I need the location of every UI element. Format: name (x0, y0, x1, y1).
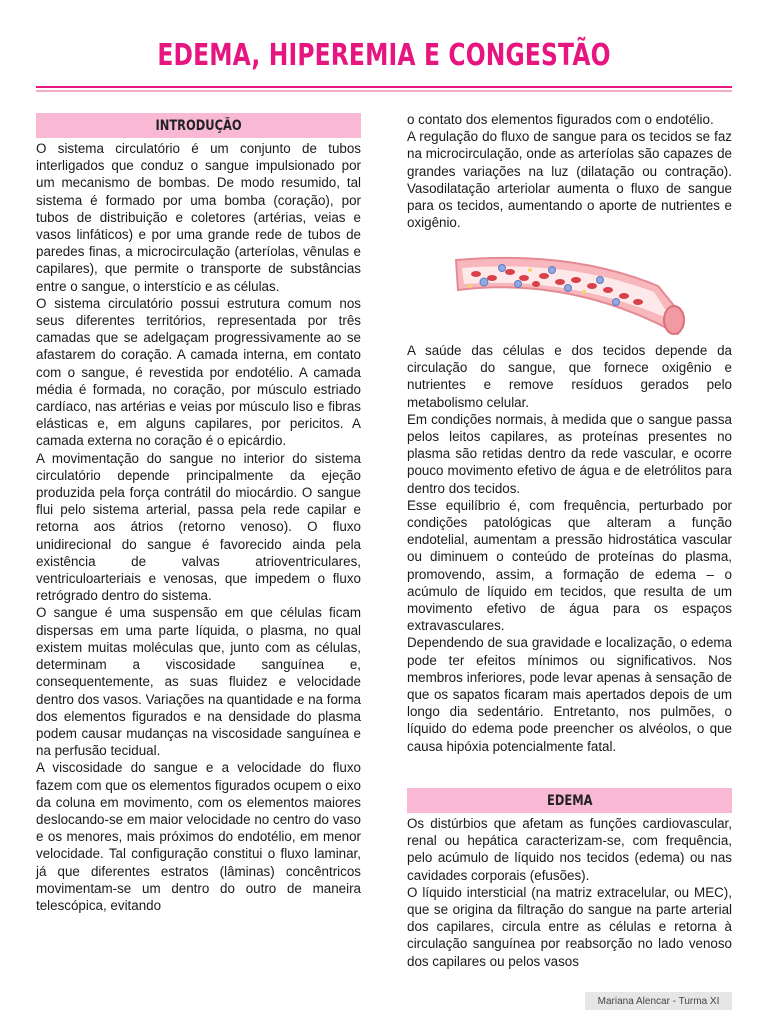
paragraph: O líquido intersticial (na matriz extracelular, ou MEC), que se origina da filtração do sangue na parte arterial dos capilares, circula entre as células e retorna à circulação sanguínea por reabsorção no lado venoso dos capilares ou pelos vasos (407, 884, 732, 969)
paragraph: Os distúrbios que afetam as funções cardiovascular, renal ou hepática caracterizam-se, com frequência, pelo acúmulo de líquido nos tecidos (edema) ou nas cavidades corporais (efusões). (407, 816, 732, 883)
right-column-top (407, 111, 732, 231)
paragraph: A saúde das células e dos tecidos depende da circulação do sangue, que fornece oxigênio e nutrientes e remove resíduos gerados pelo metabolismo celular. (407, 343, 732, 410)
footer-author: Mariana Alencar - Turma XI (585, 992, 732, 1010)
section-heading-label: INTRODUÇÃO (155, 117, 242, 134)
section-heading-introducao (36, 113, 361, 138)
blood-vessel-illustration (452, 246, 688, 338)
page-title: EDEMA, HIPEREMIA E CONGESTÃO (157, 38, 611, 73)
paragraph: O sistema circulatório é um conjunto de tubos interligados que conduz o sangue impulsionado por um mecanismo de bombas. De modo resumido, tal sistema é formado por uma bomba (coração), por tubos de distribuição e coletores (artérias, veias e vasos linfáticos) e por uma grande rede de tubos de paredes finas, a microcirculação (arteríolas, vênulas e capilares), que permite o transporte de substâncias entre o sangue, o interstício e as células. (36, 141, 361, 294)
paragraph: Esse equilíbrio é, com frequência, perturbado por condições patológicas que alteram a função endotelial, aumentam a pressão hidrostática vascular ou diminuem o conteúdo de proteínas do plasma, promovendo, assim, a formação de edema – o acúmulo de líquido em tecidos, que resulta de um movimento efetivo de água para os espaços extravasculares. (407, 497, 732, 634)
title-rule-secondary (36, 90, 732, 92)
section-heading-label: EDEMA (546, 792, 593, 809)
right-column-bottom (407, 815, 732, 970)
paragraph: O sangue é uma suspensão em que células ficam dispersas em uma parte líquida, o plasma, no qual existem muitas moléculas que, junto com as células, determinam a viscosidade sanguínea e, consequentemente, as suas fluidez e velocidade dentro dos vasos. Variações na quantidade e na forma dos elementos figurados e na densidade do plasma podem causar mudanças na viscosidade sanguínea e na perfusão tecidual. (36, 605, 361, 759)
title-rule-primary (36, 86, 732, 88)
right-column-middle (407, 342, 732, 755)
left-column (36, 140, 361, 914)
paragraph: O sistema circulatório possui estrutura comum nos seus diferentes territórios, representada por três camadas que se adelgaçam progressivamente ao se afastarem do coração. A camada interna, em contato com o sangue, é revestida por endotélio. A camada média é formada, no coração, por músculo estriado cardíaco, nas artérias e veias por músculo liso e fibras elásticas e, em alguns capilares, por pericitos. A camada externa no coração é o epicárdio. (36, 295, 361, 449)
section-heading-edema (407, 788, 732, 813)
paragraph: Em condições normais, à medida que o sangue passa pelos leitos capilares, as proteínas presentes no plasma são retidas dentro da rede vascular, e ocorre pouco movimento efetivo de água e de eletrólitos para dentro dos tecidos. (407, 411, 732, 496)
paragraph: o contato dos elementos figurados com o endotélio. (407, 112, 714, 127)
paragraph: A regulação do fluxo de sangue para os tecidos se faz na microcirculação, onde as arteríolas são capazes de grandes variações na luz (dilatação ou contração). Vasodilatação arteriolar aumenta o fluxo de sangue para os tecidos, aumentando o aporte de nutrientes e oxigênio. (407, 129, 732, 231)
paragraph: A viscosidade do sangue e a velocidade do fluxo fazem com que os elementos figurados ocupem o eixo da coluna em movimento, com os elementos maiores deslocando-se em maior velocidade no centro do vaso e os menores, mais próximos do endotélio, em menor velocidade. Tal configuração constitui o fluxo laminar, já que diferentes estratos (lâminas) concêntricos movimentam-se um dentro do outro de maneira telescópica, evitando (36, 760, 361, 913)
paragraph: Dependendo de sua gravidade e localização, o edema pode ter efeitos mínimos ou significativos. Nos membros inferiores, pode levar apenas à sensação de que os sapatos ficaram mais apertados depois de um longo dia sedentário. Entretanto, nos pulmões, o líquido do edema pode preencher os alvéolos, o que causa hipóxia potencialmente fatal. (407, 635, 732, 754)
paragraph: A movimentação do sangue no interior do sistema circulatório depende principalmente da ejeção produzida pela força contrátil do miocárdio. O sangue flui pelo sistema arterial, passa pela rede capilar e retorna aos átrios (retorno venoso). O fluxo unidirecional do sangue é favorecido ainda pela existência de valvas atrioventriculares, ventriculoarteriais e venosas, que impedem o fluxo retrógrado dentro do sistema. (36, 450, 361, 604)
